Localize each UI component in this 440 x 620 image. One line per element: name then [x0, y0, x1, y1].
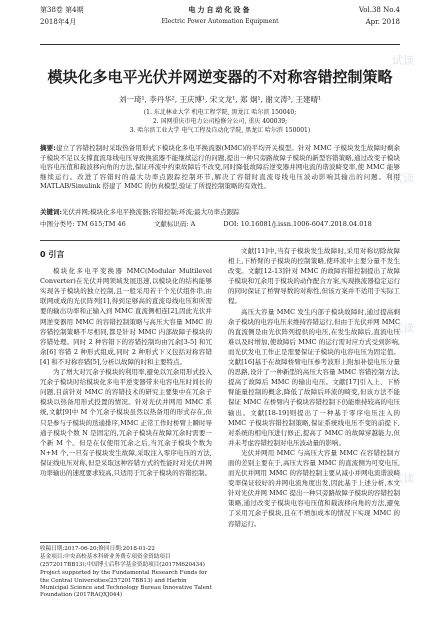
footnote-rule	[40, 542, 110, 543]
affiliation: (1. 东北林业大学 机电工程学院, 黑龙江 哈尔滨 150040;	[143, 109, 297, 116]
running-header	[0, 0, 440, 46]
doi: DOI: 10.16081/j.issn.1006-6047.2018.04.018	[223, 220, 372, 228]
volume-en: Vol.38 No.4	[358, 6, 400, 14]
keywords-label: 关键词:	[40, 208, 62, 216]
header-right	[359, 4, 400, 28]
journal-name-en: Electric Power Automation Equipment	[161, 18, 279, 25]
paragraph: 为了增大对冗余子模块的利用率,避免以冗余用形式投入冗余子模块时给模块化多电平逆变器带来电容电压时间长的问题,目前针对 MMC 的容错技术的研究主要集中在冗余子模块以热备用形式投置的情况。针对光伏并网用 MMC 系统,文献[9]中 M 个冗余子模块虽然以热备用的形式存在,但只是参与子模块的迭通排序,MMC 正常工作时桥臂上瞬时导通子模块个数 N 是固定的,冗余子模块在故障冗余时需要一个新 M 个。但是在仅使用冗余之后,当冗余子模块个数为 N+M 个,一旦有子模块发生故障,采取注入零序电压的方法,保证线电压对称,但是采取这种容错方式的性能时对光伏并网功率输出的速度要求较高,只适用于冗余子模块的容错控制。	[40, 368, 212, 477]
date-cn: 2018年4月	[40, 18, 77, 26]
abstract-text: 建立了容错控制时采取热备用形式下模块化多电平换流器(MMC)的平均开关模型。针对 MMC 子模块发生故障时剩余子模块不足以支撑直流母线电压导致换流器不能继续运行的问题,提出一种只旁路故障子模块的新型容错策略,通过改变子模块电容电压值和载波移向角的方法,保证环流中约束故障后不改变,同时降低故障后逆变器并网电流的谐波畸变率,使 MMC 能够继续运行。改进了容错时的最大功率点跟踪控制环节,解决了容错时直流母线电压波动影响其输出的问题。利用 MATLAB/Simulink 搭建了 MMC 的仿真模型,验证了所提控制策略的有效性。	[40, 144, 400, 191]
volume-cn: 第38卷 第4期	[40, 6, 84, 14]
date-en: Apr. 2018	[365, 18, 400, 26]
paragraph: 模块化多电平变换器 MMC(Modular Multilevel Converter)在光伏并网领域发展迅速,以模块化的结构能够实现各子模块的独立控制,且一般采用若干个光伏组件串,由联网或成的光伏阵列[1],得到足够高的直流母线电压和所需要的输出功率和正输入到 MMC 直流侧相连[2],因此光伏并网逆变器用 MMC 的容错控制策略与高压大容量 MMC 的容错控制策略不尽相同,都是针对 MMC 内部故障子模块的容错处理。同时 2 种容错下的容错控制均由冗余[3-5] 和冗余[6] 容错 2 种形式组成,同时 2 种形式下又包括对称容错[4] 和不对称容错[5],分析以故障的时和主要特点。	[40, 267, 212, 366]
paper-title: 模块化多电平光伏并网逆变器的不对称容错控制策略	[47, 68, 393, 86]
left-column	[40, 246, 212, 478]
received-date: 收稿日期:2017-06-20;修回日期:2018-01-22	[40, 546, 155, 552]
author-list: 刘一琦¹, 李丹华², 王庆博¹, 宋文龙¹, 郑 炯¹, 谢文涛³, 王建晴¹	[118, 95, 322, 104]
fund-en: Project supported by the Fundamental Research Funds for the Central Universities(2572017BB13) and Harbin Municipal Science and Technology Bureau Innovative Talent Foundation (2017RAQXJ044)	[40, 570, 212, 599]
section-rule	[40, 240, 400, 241]
watermark: 试读	[392, 54, 414, 67]
affiliation: 2. 国网重庆市电力公司检修分公司, 重庆 400039;	[152, 118, 288, 125]
paragraph: 高压大容量 MMC 发生内部子模块故障时,通过提高剩余子模块的电容电压来维持容错运行,但由于光伏并网 MMC 的直流侧是由光伏阵列提供的电压,在发生故障后,直流电压难以及时增加,使故障后 MMC 的运行需对应方式受到影响,而光伏发电工作正是需要保证子模块的电容电压为固定值。文献[16]基于在故障桥臂电压参考波形上附加补偿电压分量的思路,设计了一种新型的高压大容量 MMC 容错控制方法,提高了故障后 MMC 的输出电压。文献[17]引入上、下桥臂能量控制的概念,降低了故障后环流的畸变,但该方法不能保证 MMC 在桥臂内子模块容错控制下仍能维持较高的电压输出。文献[18-19]则提出了一种基于零序电压注入的 MMC 子模块容错控制策略,保证系统线电压不变的前提下,对系统的相电压进行修正,提高了 MMC 的故障穿越能力,但并未考虑容错控制对电压波动量的影响。	[228, 307, 400, 447]
keywords	[40, 208, 400, 218]
classification-row	[40, 220, 400, 230]
abstract	[40, 144, 400, 192]
watermark: 试读	[392, 322, 414, 335]
header-rule	[40, 44, 400, 45]
fund-cn: 基金项目:中央高校基本科研业务费专项资金资助项目(2572017BB13);中国博士后科学基金资助项目(2017M620434)	[40, 554, 205, 568]
watermark: 试读	[392, 172, 414, 185]
affiliation: 3. 哈尔滨工业大学 电气工程及自动化学院, 黑龙江 哈尔滨 150001)	[129, 127, 311, 134]
keywords-text: 光伏并网;模块化多电平换流器;容错控制;环流;最大功率点跟踪	[61, 208, 240, 216]
right-column	[228, 246, 400, 529]
watermark: 试读	[392, 472, 414, 485]
paragraph: 光伏并网用 MMC 与高压大容量 MMC 在容错控制方面的差别主要在于,高压大容量 MMC 的直流侧为可变电压,而光伏并网用 MMC 的容错控制主要从减小并网电流谐波畸变率保证较好的并网电流角度出发,因此基于上述分析,本文针对光伏并网 MMC 提出一种只旁路故障子模块的容错控制策略,通过改变子模块电容电压值和载波移向角的方法,避免了采用冗余子模块,且在不增加成本的情况下实现 MMC 的容错运行。	[228, 448, 400, 528]
clc-number: 中图分类号: TM 615;TM 46	[40, 220, 126, 228]
journal-name-cn: 电力自动化设备	[188, 5, 252, 14]
section-heading: 0 引言	[40, 250, 65, 259]
abstract-label: 摘要:	[40, 144, 56, 152]
footnotes	[40, 542, 212, 601]
document-code: 文献标识码: A	[153, 220, 196, 228]
paragraph: 文献[11]中,当有子模块发生故障时,采用对称切除故障相上,下桥臂的子模块的控制策略,使环流中主要分量不发生改变。文献[12-13]针对 MMC 的故障容错控制提出了故障子模块和冗余用于模块的动作配合方案,实现换流器稳定运行的同时保证了桥臂导数的对称性,但该方案并不适用于实际工程。	[228, 247, 400, 306]
